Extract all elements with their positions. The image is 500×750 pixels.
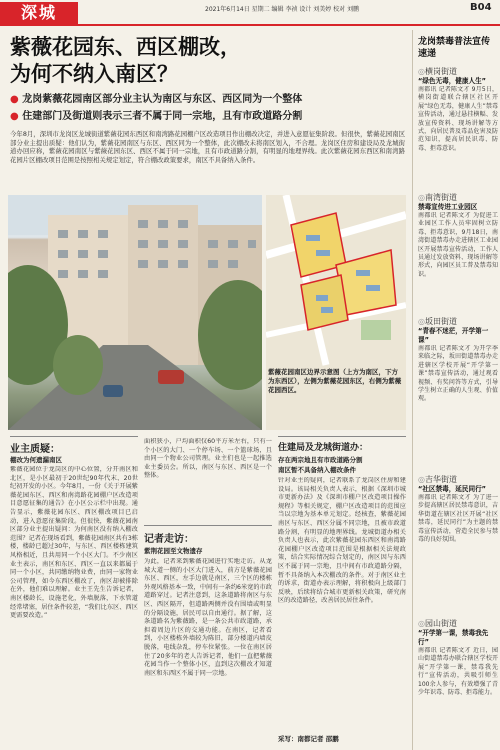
column-3-rule (278, 436, 406, 437)
column-2-body-top: 面积狭小，户均面积仅60平方米左右，只有一个小区的大门、一个停车场、一个篮球场，且由同一个物业公司管理。业主们也是一起推选业主委员会。所以，南区与东区、西区是一个整体。 (144, 438, 272, 480)
circle-bullet-icon: ◎ (418, 475, 425, 484)
sidebar-item-jihua (418, 474, 498, 592)
sidebar-item-heading: “开学第一课，禁毒我先行” (418, 629, 489, 646)
subheadline-1 (10, 93, 405, 106)
column-3-heading: 住建局及龙城街道办： (278, 443, 369, 453)
photo-caption: 紫薇花园南区边界示意图（上方为南区，下方为东西区），左侧为紫薇花园东区，右侧为紫薇花园西区。 (268, 368, 402, 394)
sidebar-item-location: ◎吉华街道 (418, 475, 457, 484)
subheadline-2-text: 住建部门及街道则表示三者不属于同一宗地，且有市政道路分割 (22, 111, 303, 122)
sidebar-item-heading: “绿色无毒，健康人生” (418, 77, 487, 85)
sidebar-item-hengang (418, 66, 498, 168)
street-photo (8, 195, 262, 430)
bullet-dot-icon: ● (10, 94, 19, 105)
circle-bullet-icon: ◎ (418, 67, 425, 76)
column-1-rule (10, 436, 138, 437)
page-number: B04 (470, 2, 492, 13)
sidebar-item-location: ◎南湾街道 (418, 193, 457, 202)
column-1-heading: 业主质疑： (10, 444, 60, 455)
street-photo-image (8, 195, 262, 430)
column-3-body: 针对业主的疑问，记者联系了龙岗区住房和建设局。该局相关负责人表示，根据《深圳市城市更新办法》及《深圳市棚户区改造项目操作规程》等相关规定，棚户区改造项目的范围应当以宗地为基本单元划定。经核查，紫薇花园南区与东区、西区分属不同宗地，且被市政道路分割，有明显的地理界线。龙城街道办相关负责人也表示，此次紫薇花园东西区和南湾路花园棚户区改造项目范围是根据相关法规政策，结合实际情况综合划定的，南区因与东西区不属于同一宗地，且中间有市政道路分隔，暂不具备纳入本次棚改的条件。对于南区业主的诉求，街道办表示理解，将积极向上级部门反映，后续将结合城市更新相关政策，研究南区的改造路径，改善居民居住条件。 (278, 477, 406, 605)
column-3-subheading-2: 南区暂不具备纳入棚改条件 (278, 466, 356, 474)
sidebar-item-bantian (418, 316, 498, 453)
sidebar-item-location: ◎园山街道 (418, 619, 457, 628)
column-2-rule (144, 525, 272, 526)
sidebar-item-body: 南都讯 记者陈文才 为开学季来临之际，坂田街道禁毒办走进辖区学校开展“开学第一课”禁毒宣传活动，通过观看视频、有奖问答等方式，引导学生树立正确的人生观、价值观。 (418, 345, 498, 403)
column-3-signature: 采写：南都记者 邵鹏 (278, 735, 339, 743)
column-1-subheading: 棚改为何遗漏南区 (10, 456, 62, 464)
column-1-body: 紫薇花园位于龙岗区的中心位置，分开南区和北区，是小区最初于20世纪90年代末、20世纪初开发的小区。今年8月，一份《关于开展紫薇花园东区、西区和南湾路花园棚户区改造项目意愿征集的通告》在小区公示栏中出现。通告显示，紫薇花园东区、西区棚改项目已启动，进入意愿征集阶段。但很快，紫薇花园南区部分业主提出疑问：为何南区没有纳入棚改范围？记者在现场看到，紫薇花园南区共有3栋楼，楼龄已超过30年，与东区、西区楼栋建筑风格相近，且共用同一个小区大门。不少南区业主表示，南区和东区、西区一直以来都属于同一个小区，共同缴纳物业费，由同一家物业公司管理，如今东西区棚改了，南区却被排除在外，他们难以理解。业主王先生告诉记者，南区楼龄长，设施老化，外墙脱落，下水管道经常堵塞，居住条件较差，“我们比东区、西区更需要改造。” (10, 466, 138, 620)
circle-bullet-icon: ◎ (418, 619, 425, 628)
sidebar-item-location: ◎横岗街道 (418, 67, 457, 76)
header-meta: 2021年6月14日 星期二 编辑 李祯 设计 刘美婷 校对 刘鹏 (205, 6, 360, 13)
sidebar-item-body: 南都讯 记者陈文才 近日，园山街道禁毒办联合辖区学校开展“开学第一课，禁毒我先行”宣传活动，共吸引师生100余人参与，有效增强了青少年识毒、防毒、拒毒能力。 (418, 647, 498, 697)
circle-bullet-icon: ◎ (418, 317, 425, 326)
bullet-dot-icon: ● (10, 111, 19, 122)
column-3-subheading-1: 存在两宗地且有市政道路分割 (278, 456, 363, 464)
section-tag: 深城 (0, 2, 78, 24)
sidebar-item-yuanshan (418, 618, 498, 749)
circle-bullet-icon: ◎ (418, 193, 425, 202)
sidebar-item-heading: “社区禁毒，延民同行” (418, 485, 487, 493)
column-2-body: 为此，记者来到紫薇花园进行实地走访。从龙城大道一侧的小区大门进入，前方是紫薇花园东区、西区，左手边就是南区，三个区的楼栋外观风格基本一致，中间有一条约6米宽的市政道路穿过。记者注意到，这条道路将南区与东区、西区隔开，但道路两侧并没有围墙或明显的分隔设施，居民可以自由通行。据了解，这条道路名为紫薇路，是一条公共市政道路，承担着周边片区的交通功能。在南区，记者看到，小区楼栋外墙较为陈旧，部分楼道内墙皮脱落，电线杂乱，停车位紧张。一位在南区居住了20多年的老人告诉记者，他们一直把紫薇花园当作一个整体小区，直到这次棚改才知道南区和东西区不属于同一宗地。 (144, 558, 272, 677)
lead-paragraph: 今年8月，深圳市龙岗区龙城街道紫薇花园东西区和南湾路花园棚户区改造项目作出棚改决定，并进入意愿征集阶段。但很快，紫薇花园南区部分业主提出质疑：他们认为，紫薇花园南区与东区、西区同为一个整体，此次棚改未将南区划入，不合理。龙岗区住房和建设局及龙城街道办回应称，紫薇花园南区与紫薇花园东区、西区不属于同一宗地，且有市政道路分割，有明显的地理界线。此次紫薇花园东西区和南湾路花园片区棚改项目范围是按照相关规定划定，符合棚改政策要求，南区不具备纳入条件。 (10, 130, 405, 164)
column-2-subheading: 紫荆花园至文物遗存 (144, 547, 203, 555)
headline (10, 34, 405, 88)
sidebar-title: 龙岗禁毒普法宣传速递 (418, 37, 491, 59)
subheadline-2 (10, 110, 405, 123)
sidebar-item-body: 南都讯 记者陈文才 为了进一步提高辖区居民禁毒意识，吉华街道在辖区社区开展“社区禁毒，延民同行”为主题的禁毒宣传活动，营造全民参与禁毒的良好氛围。 (418, 494, 498, 544)
sidebar-item-body: 南都讯 记者陈文才 为促进工业园区工作人员牢固树立防毒、拒毒意识，9月18日，南湾街道禁毒办走进辖区工业园区开展禁毒宣传活动，工作人员通过发放资料、现场讲解等形式，向园区员工普及禁毒知识。 (418, 212, 498, 278)
sidebar-item-nanwan (418, 192, 498, 312)
headline-line-1: 紫薇花园东、西区棚改， (10, 35, 241, 59)
page-header (0, 0, 500, 26)
column-2-heading: 记者走访： (144, 534, 194, 545)
sidebar-item-heading: “青春不迷茫，开学第一课” (418, 327, 489, 344)
sidebar-item-body: 南都讯 记者陈文才 9月5日，横岗街道联合辖区社区开展“绿色无毒，健康人生”禁毒宣传活动，通过悬挂横幅、发放宣传资料、现场讲解等方式，向居民普及毒品危害及防范知识，提高居民识毒、防毒、拒毒意识。 (418, 86, 498, 152)
subheadline-1-text: 龙岗紫薇花园南区部分业主认为南区与东区、西区同为一个整体 (22, 94, 303, 105)
header-rule (0, 24, 500, 26)
headline-line-2: 为何不纳入南区？ (10, 62, 178, 86)
sidebar-item-heading: 禁毒宣传进工业园区 (418, 203, 478, 211)
sidebar-item-location: ◎坂田街道 (418, 317, 457, 326)
